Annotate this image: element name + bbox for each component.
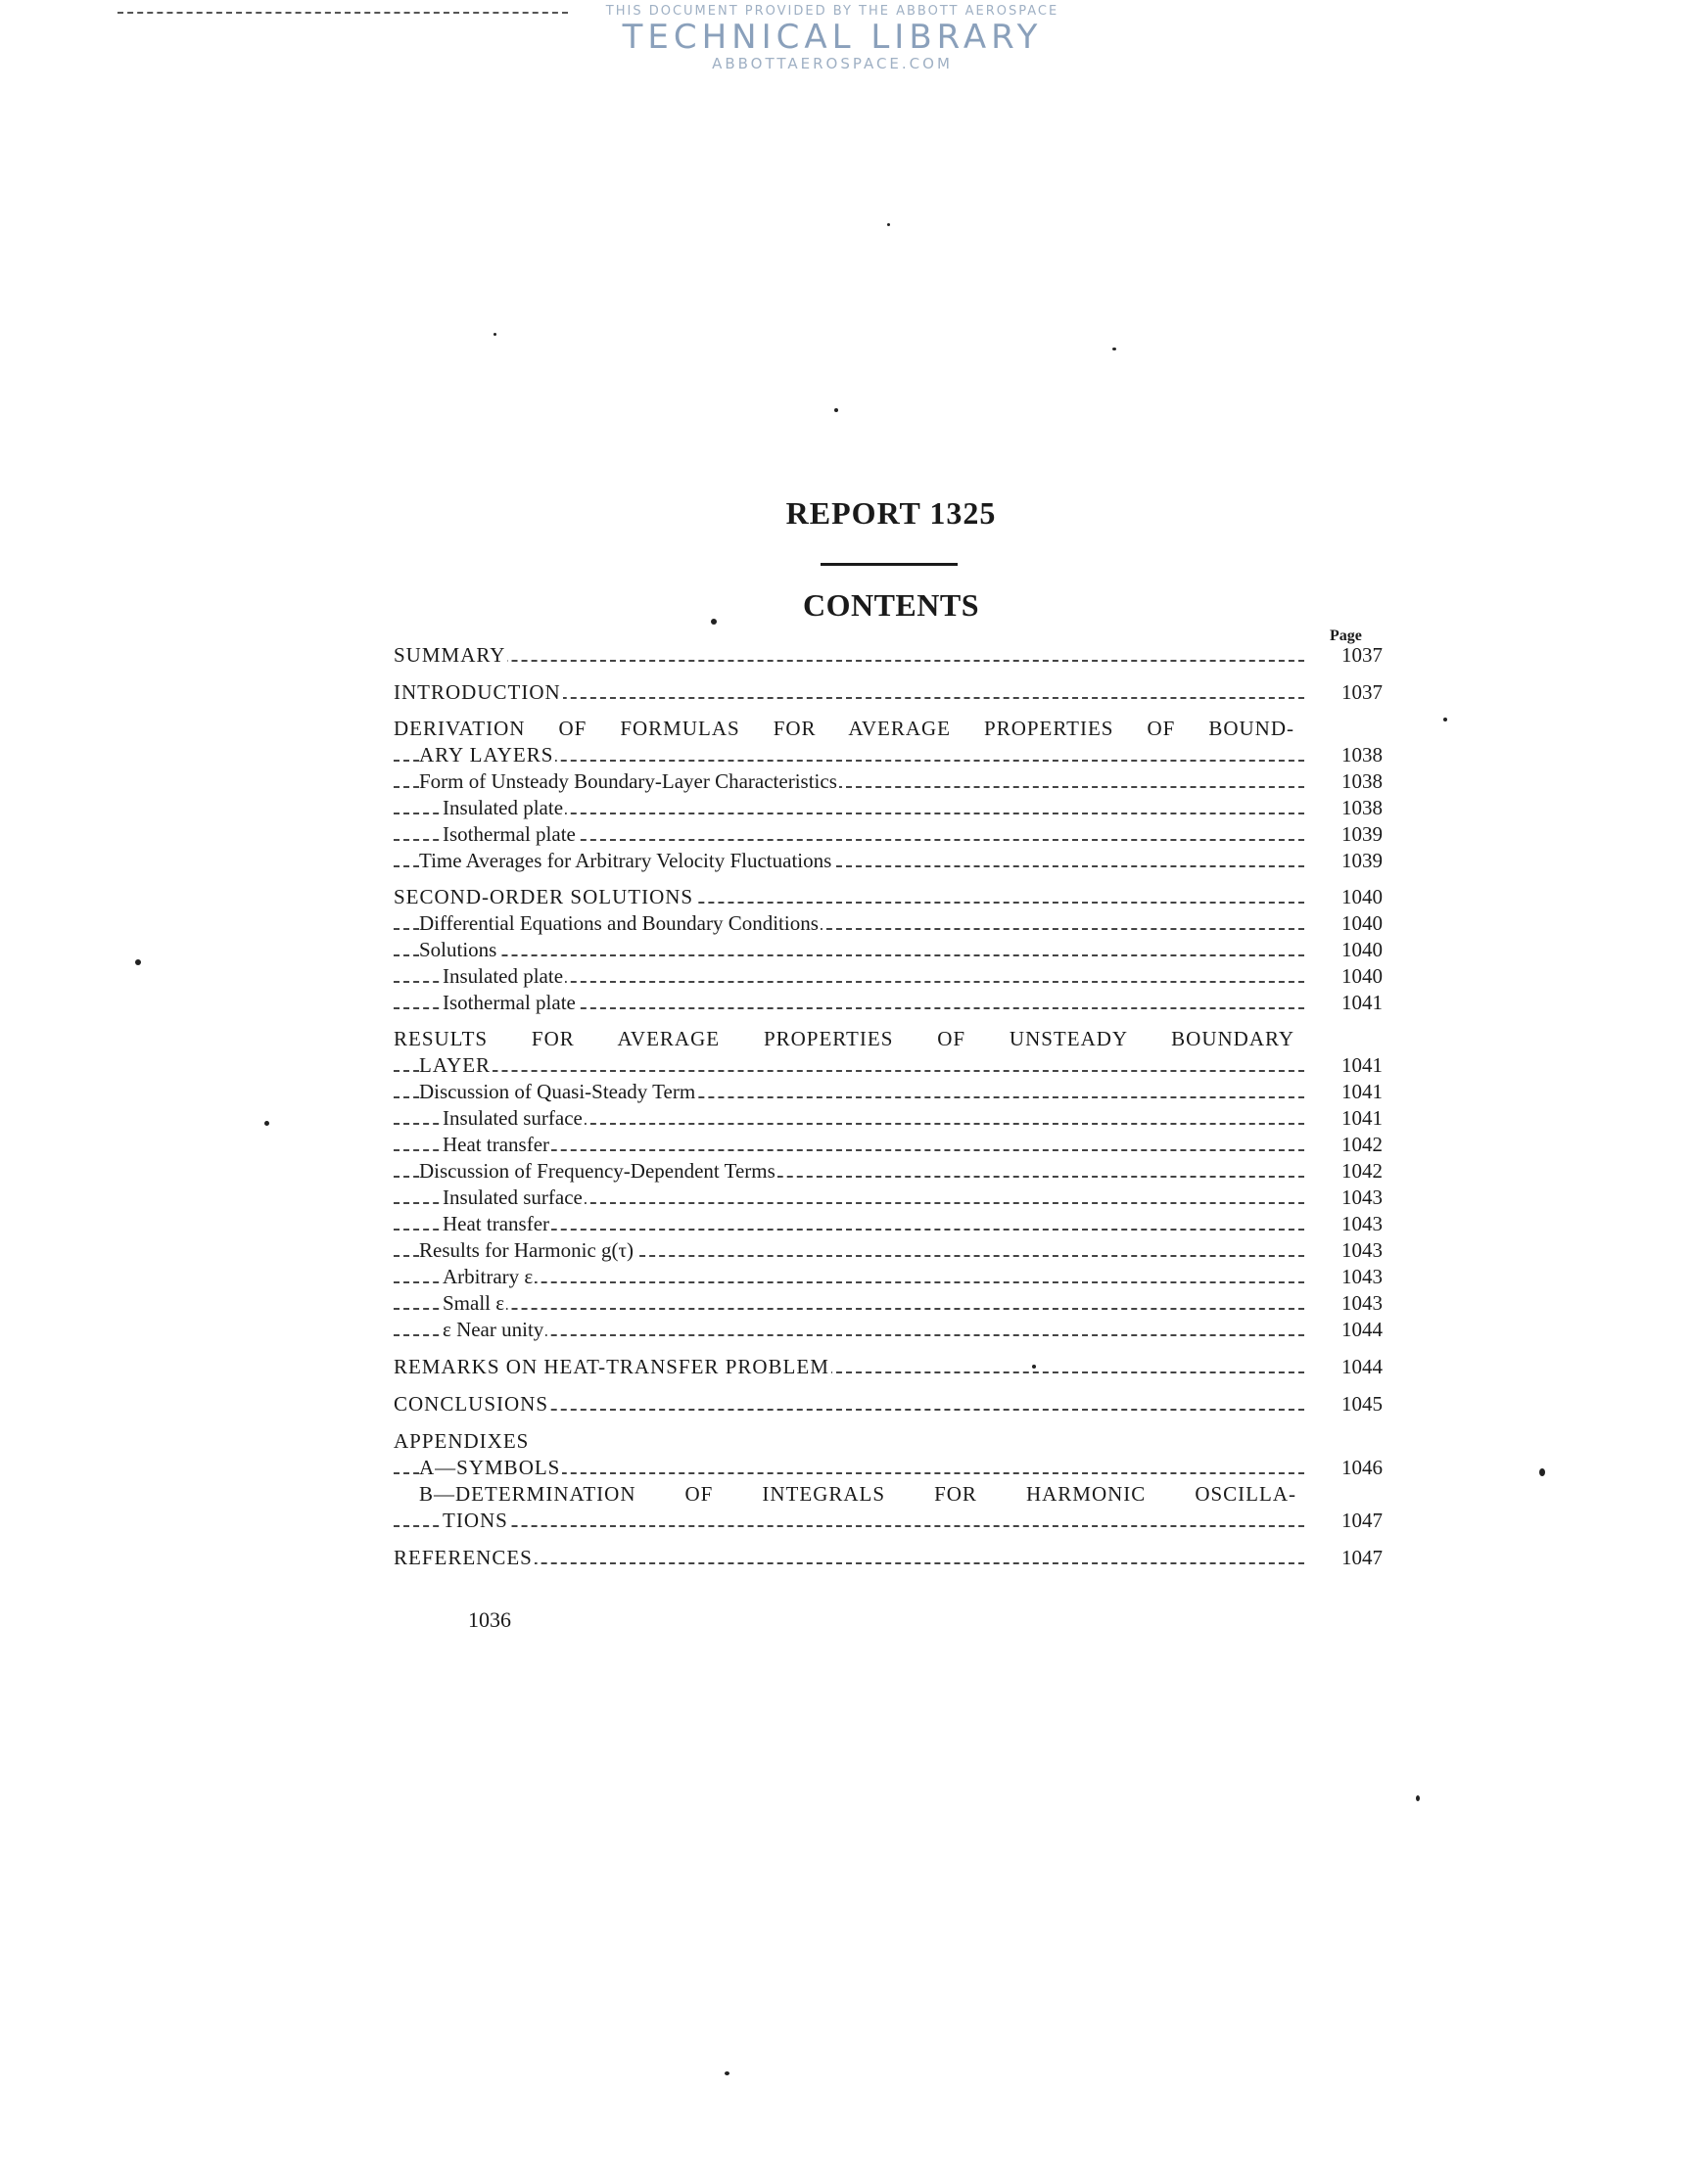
dot-leader	[394, 1308, 1304, 1310]
toc-entry	[394, 795, 1383, 820]
dot-leader	[394, 954, 1304, 956]
toc-entry-text: Differential Equations and Boundary Conditions	[419, 911, 819, 935]
toc-entry-text: Solutions	[419, 938, 497, 961]
toc-entry-page: 1039	[1341, 849, 1383, 872]
toc-entry-page: 1042	[1341, 1133, 1383, 1156]
dot-leader	[394, 660, 1304, 662]
toc-entry	[394, 1237, 1383, 1263]
toc-entry-page: 1042	[1341, 1159, 1383, 1183]
toc-entry-text: ARY LAYERS	[419, 743, 554, 767]
watermark-line-2: TECHNICAL LIBRARY	[622, 18, 1043, 57]
scan-speck	[711, 619, 717, 625]
toc-entry-page: 1038	[1341, 769, 1383, 793]
toc-entry-page: 1041	[1341, 1080, 1383, 1103]
toc-entry-text: SECOND-ORDER SOLUTIONS	[394, 885, 694, 908]
dot-leader	[394, 1070, 1304, 1072]
toc-entry	[394, 1026, 1383, 1051]
toc-entry-page: 1041	[1341, 1053, 1383, 1077]
toc-entry-page: 1045	[1341, 1392, 1383, 1416]
toc-entry	[394, 1481, 1383, 1507]
scan-speck	[725, 2071, 729, 2075]
toc-entry-page: 1043	[1341, 1291, 1383, 1315]
toc-entry-text: Discussion of Quasi-Steady Term	[419, 1080, 696, 1103]
toc-entry	[394, 1079, 1383, 1104]
toc-entry	[394, 937, 1383, 962]
toc-entry-text: REFERENCES	[394, 1546, 533, 1569]
toc-entry-text: APPENDIXES	[394, 1429, 530, 1453]
toc-entry-page: 1038	[1341, 743, 1383, 767]
page-number: 1036	[468, 1607, 511, 1632]
scan-speck	[494, 333, 496, 336]
scan-top-rule	[118, 12, 568, 14]
toc-entry-text: A—SYMBOLS	[419, 1456, 561, 1479]
toc-entry-text: TIONS	[443, 1509, 508, 1532]
toc-entry-page: 1043	[1341, 1265, 1383, 1288]
toc-entry-text: B—DETERMINATION OF INTEGRALS FOR HARMONIC OSCILLA-	[419, 1482, 1296, 1506]
toc-entry	[394, 642, 1383, 668]
toc-entry-page: 1037	[1341, 643, 1383, 667]
toc-entry-text: Insulated surface	[443, 1185, 583, 1209]
toc-entry-page: 1047	[1341, 1546, 1383, 1569]
title-rule	[821, 563, 958, 566]
page-column-label: Page	[1330, 627, 1362, 644]
toc-entry-page: 1043	[1341, 1238, 1383, 1262]
toc-entry-text: Insulated plate	[443, 796, 564, 819]
watermark-line-1: THIS DOCUMENT PROVIDED BY THE ABBOTT AEROSPACE	[605, 4, 1059, 19]
toc-entry-text: Time Averages for Arbitrary Velocity Fluctuations	[419, 849, 832, 872]
toc-entry-text: Results for Harmonic g(τ)	[419, 1238, 634, 1262]
toc-entry-page: 1047	[1341, 1509, 1383, 1532]
scan-speck	[1032, 1365, 1036, 1369]
toc-entry	[394, 1317, 1383, 1342]
toc-entry-text: Small ε	[443, 1291, 505, 1315]
toc-entry-text: Arbitrary ε	[443, 1265, 534, 1288]
toc-entry	[394, 1158, 1383, 1184]
toc-entry-text: Heat transfer	[443, 1133, 550, 1156]
toc-entry-page: 1040	[1341, 885, 1383, 908]
toc-entry	[394, 963, 1383, 989]
toc-entry	[394, 768, 1383, 794]
toc-entry-text: LAYER	[419, 1053, 492, 1077]
toc-entry-text: Discussion of Frequency-Dependent Terms	[419, 1159, 776, 1183]
toc-entry	[394, 1052, 1383, 1078]
toc-entry	[394, 1455, 1383, 1480]
scan-speck	[1539, 1468, 1545, 1476]
toc-entry-text: Insulated plate	[443, 964, 564, 988]
toc-entry-page: 1044	[1341, 1355, 1383, 1378]
toc-entry-text: Isothermal plate	[443, 991, 576, 1014]
toc-entry	[394, 742, 1383, 767]
toc-entry	[394, 910, 1383, 936]
toc-entry-page: 1040	[1341, 964, 1383, 988]
toc-entry	[394, 1105, 1383, 1131]
toc-entry-page: 1043	[1341, 1212, 1383, 1235]
toc-entry-text: CONCLUSIONS	[394, 1392, 549, 1416]
scan-speck	[264, 1121, 269, 1126]
toc-entry-page: 1038	[1341, 796, 1383, 819]
toc-entry-page: 1041	[1341, 1106, 1383, 1130]
toc-entry-page: 1041	[1341, 991, 1383, 1014]
toc-entry	[394, 679, 1383, 705]
toc-entry-text: INTRODUCTION	[394, 680, 561, 704]
toc-entry-text: REMARKS ON HEAT-TRANSFER PROBLEM	[394, 1355, 829, 1378]
toc-entry	[394, 1545, 1383, 1570]
toc-entry	[394, 1354, 1383, 1379]
toc-entry	[394, 1185, 1383, 1210]
toc-entry-page: 1046	[1341, 1456, 1383, 1479]
toc-entry	[394, 884, 1383, 909]
scan-speck	[1443, 718, 1447, 721]
scan-speck	[1112, 348, 1116, 350]
toc-entry	[394, 1508, 1383, 1533]
toc-entry	[394, 1391, 1383, 1417]
toc-entry	[394, 1132, 1383, 1157]
toc-entry	[394, 1211, 1383, 1236]
toc-entry	[394, 1290, 1383, 1316]
toc-entry-page: 1039	[1341, 822, 1383, 846]
scan-speck	[1416, 1795, 1420, 1801]
toc-entry-text: RESULTS FOR AVERAGE PROPERTIES OF UNSTEADY BOUNDARY	[394, 1027, 1294, 1050]
toc-entry-text: Insulated surface	[443, 1106, 583, 1130]
toc-entry	[394, 821, 1383, 847]
scan-speck	[135, 959, 141, 965]
toc-entry	[394, 990, 1383, 1015]
scan-speck	[834, 408, 838, 412]
toc-entry	[394, 848, 1383, 873]
toc-entry-text: Isothermal plate	[443, 822, 576, 846]
toc-entry-page: 1037	[1341, 680, 1383, 704]
toc-entry-page: 1040	[1341, 911, 1383, 935]
watermark	[578, 4, 1087, 72]
toc-entry-text: SUMMARY	[394, 643, 506, 667]
toc-entry	[394, 716, 1383, 741]
toc-entry-text: DERIVATION OF FORMULAS FOR AVERAGE PROPERTIES OF BOUND-	[394, 717, 1294, 740]
toc-entry-text: Form of Unsteady Boundary-Layer Characteristics	[419, 769, 837, 793]
report-title: REPORT 1325	[785, 495, 997, 531]
contents-heading: CONTENTS	[802, 587, 980, 623]
toc-entry-page: 1040	[1341, 938, 1383, 961]
dot-leader	[394, 1525, 1304, 1527]
watermark-line-3: ABBOTTAEROSPACE.COM	[712, 55, 953, 72]
toc-entry	[394, 1264, 1383, 1289]
toc-entry-page: 1043	[1341, 1185, 1383, 1209]
toc-entry	[394, 1428, 1383, 1454]
toc-entry-page: 1044	[1341, 1318, 1383, 1341]
toc-entry-text: Heat transfer	[443, 1212, 550, 1235]
scan-speck	[887, 223, 890, 226]
toc-entry-text: ε Near unity	[443, 1318, 544, 1341]
